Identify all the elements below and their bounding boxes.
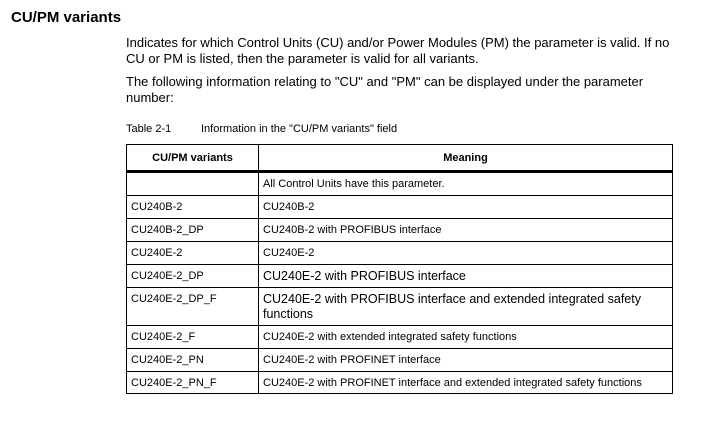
variant-cell: CU240E-2_PN_F xyxy=(127,372,259,394)
variant-cell: CU240E-2_PN xyxy=(127,349,259,372)
variants-table xyxy=(126,144,673,394)
variant-cell: CU240B-2_DP xyxy=(127,219,259,242)
variant-cell xyxy=(127,172,259,196)
table-caption-text: Information in the "CU/PM variants" field xyxy=(201,123,398,135)
table-row xyxy=(127,242,673,265)
variant-cell: CU240E-2_F xyxy=(127,326,259,349)
meaning-cell: All Control Units have this parameter. xyxy=(259,172,673,196)
table-row xyxy=(127,372,673,394)
description-paragraph: Indicates for which Control Units (CU) and/or Power Modules (PM) the parameter is valid. If no CU or PM is listed, then the parameter is valid for all variants. xyxy=(126,35,670,66)
info-paragraph: The following information relating to "CU" and "PM" can be displayed under the parameter number: xyxy=(126,74,644,105)
table-header-row xyxy=(127,145,673,172)
meaning-cell: CU240E-2 with PROFIBUS interface and extended integrated safety functions xyxy=(259,288,673,326)
meaning-cell: CU240E-2 xyxy=(259,242,673,265)
meaning-cell: CU240E-2 with PROFINET interface and extended integrated safety functions xyxy=(259,372,673,394)
meaning-cell: CU240B-2 with PROFIBUS interface xyxy=(259,219,673,242)
section-title: CU/PM variants xyxy=(11,9,122,26)
table-row xyxy=(127,288,673,326)
table-row xyxy=(127,349,673,372)
variant-cell: CU240E-2 xyxy=(127,242,259,265)
table-row xyxy=(127,326,673,349)
table-row xyxy=(127,172,673,196)
meaning-cell: CU240E-2 with PROFIBUS interface xyxy=(259,265,673,288)
table-caption-number: Table 2-1 xyxy=(126,123,172,135)
meaning-cell: CU240E-2 with extended integrated safety functions xyxy=(259,326,673,349)
table-caption xyxy=(126,122,397,136)
variant-cell: CU240B-2 xyxy=(127,196,259,219)
meaning-cell: CU240E-2 with PROFINET interface xyxy=(259,349,673,372)
variant-cell: CU240E-2_DP_F xyxy=(127,288,259,326)
header-variants: CU/PM variants xyxy=(127,145,259,172)
variant-cell: CU240E-2_DP xyxy=(127,265,259,288)
table-row xyxy=(127,219,673,242)
meaning-cell: CU240B-2 xyxy=(259,196,673,219)
header-meaning: Meaning xyxy=(259,145,673,172)
table-row xyxy=(127,196,673,219)
table-row xyxy=(127,265,673,288)
